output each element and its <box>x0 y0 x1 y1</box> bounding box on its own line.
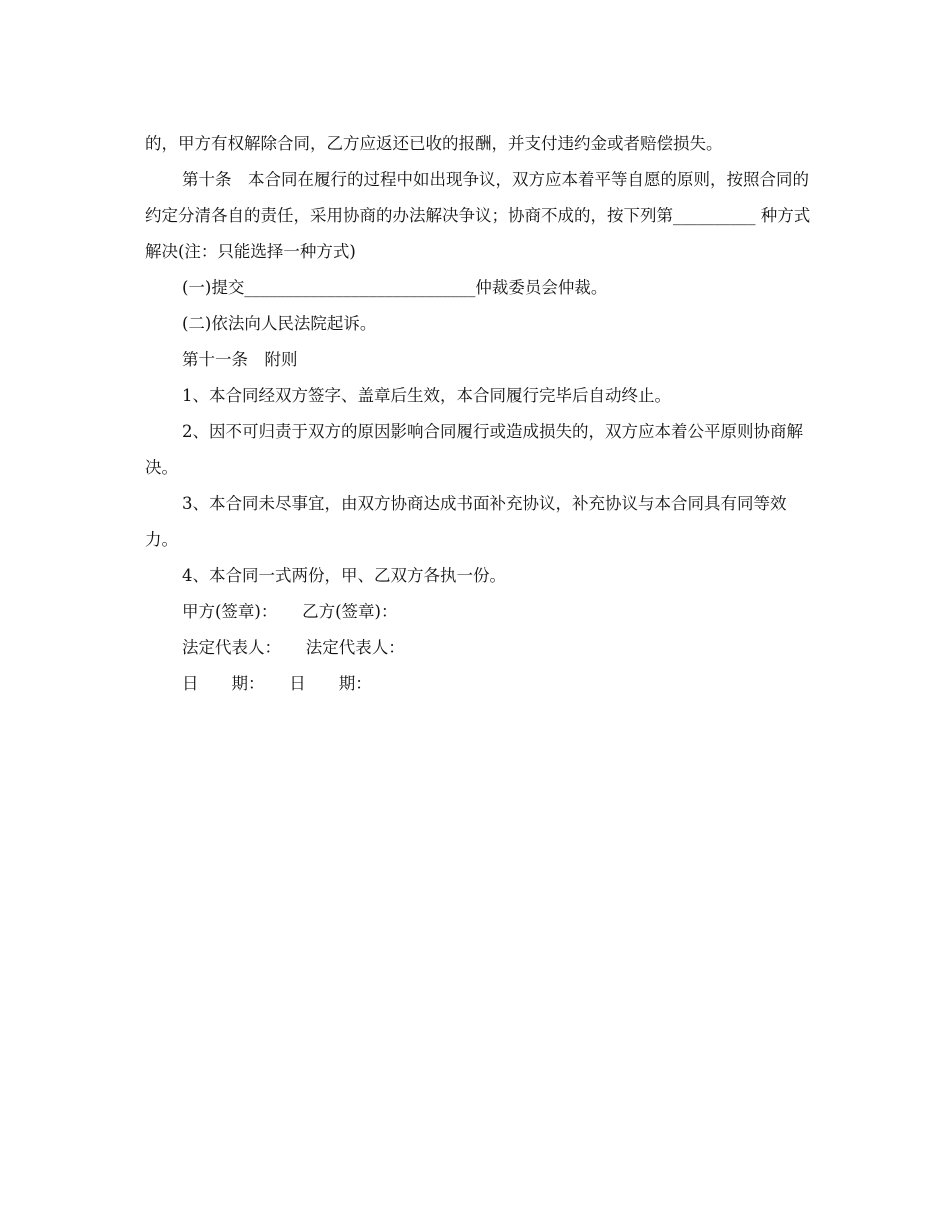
paragraph-option-1-arbitration: (一)提交____________________________仲裁委员会仲裁。 <box>182 278 608 297</box>
paragraph-clause-2: 2、因不可归责于双方的原因影响合同履行或造成损失的，双方应本着公平原则协商解决。 <box>145 422 803 477</box>
document-body <box>145 126 815 702</box>
paragraph-clause-1: 1、本合同经双方签字、盖章后生效，本合同履行完毕后自动终止。 <box>182 386 671 405</box>
heading-article-11: 第十一条 附则 <box>182 350 298 369</box>
paragraph-clause-3: 3、本合同未尽事宜，由双方协商达成书面补充协议，补充协议与本合同具有同等效力。 <box>145 494 787 549</box>
paragraph-article-10: 第十条 本合同在履行的过程中如出现争议，双方应本着平等自愿的原则，按照合同的约定分清各自的责任，采用协商的办法解决争议；协商不成的，按下列第__________ 种方式解决(注：只能选择一种方式) <box>145 170 811 261</box>
paragraph-clause-4: 4、本合同一式两份，甲、乙双方各执一份。 <box>182 566 506 585</box>
paragraph-continuation: 的，甲方有权解除合同，乙方应返还已收的报酬，并支付违约金或者赔偿损失。 <box>145 134 723 153</box>
signature-line-legal-rep: 法定代表人： 法定代表人： <box>182 638 405 657</box>
signature-line-party-seal: 甲方(签章)： 乙方(签章)： <box>182 602 398 621</box>
paragraph-option-2-court: (二)依法向人民法院起诉。 <box>182 314 377 333</box>
signature-line-date: 日 期： 日 期： <box>182 674 372 693</box>
